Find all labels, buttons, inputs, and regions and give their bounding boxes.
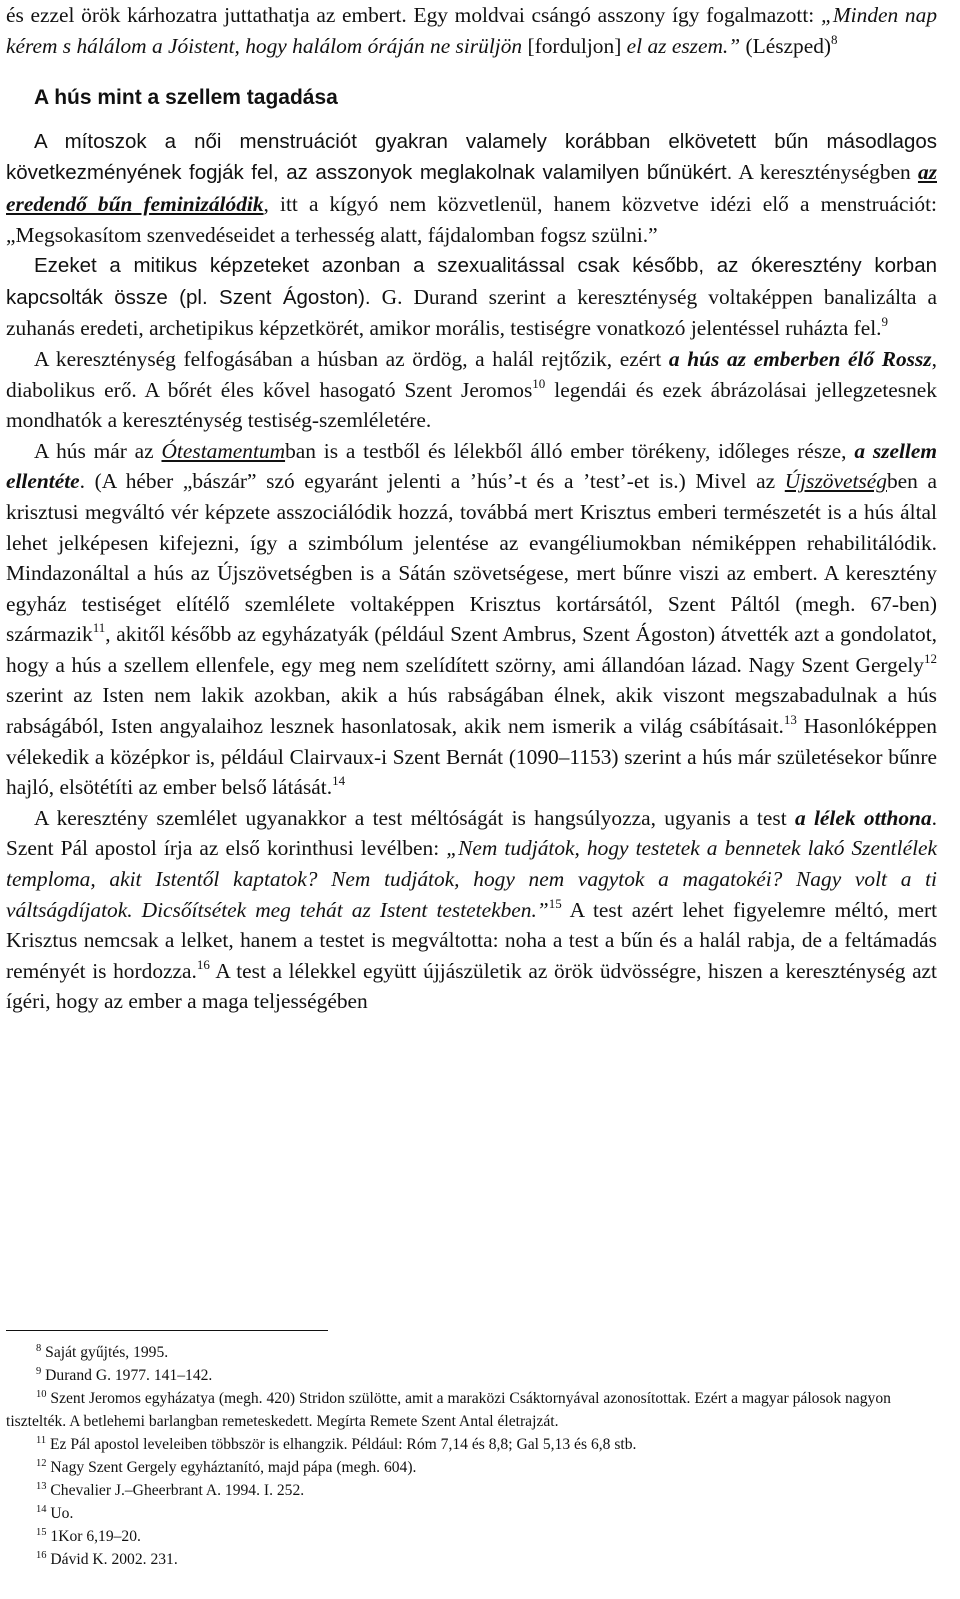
- footnote-number: 10: [36, 1389, 47, 1400]
- paragraph: [6, 126, 937, 250]
- footnote-number: 15: [36, 1527, 47, 1538]
- text-run: szerint az Isten nem lakik azokban, akik a hús rabságában élnek, akik viszont megszabadulnak a hús rabságából, Isten angyalaihoz lesznek hasonlatosak, akik nem ismerik a világ csábításait.: [6, 683, 937, 739]
- text-run: A kereszténység felfogásában a húsban az ördög, a halál rejtőzik, ezért: [34, 346, 669, 371]
- footnote-ref[interactable]: 15: [548, 895, 562, 911]
- footnote-text: Durand G. 1977. 141–142.: [41, 1367, 213, 1384]
- footnote: [6, 1548, 936, 1571]
- paragraph: [6, 250, 937, 344]
- text-run: , diabolikus erő. A bőrét éles kővel hasogató Szent Jeromos: [6, 346, 937, 402]
- text-run: és ezzel örök kárhozatra juttathatja az embert. Egy moldvai csángó asszony így fogalmazott:: [6, 3, 821, 27]
- text-run: A kereszténységben: [732, 160, 918, 185]
- footnote: [6, 1387, 936, 1433]
- footnote-ref[interactable]: 13: [783, 712, 797, 728]
- title-text: Ótestamentum: [161, 438, 286, 463]
- footnote-text: Dávid K. 2002. 231.: [46, 1551, 178, 1568]
- text-run: legendái és ezek ábrázolásai jellegzetesnek mondhatók a kereszténység testiség-szemléletére.: [6, 377, 937, 433]
- paragraph: [6, 436, 937, 803]
- footnote-number: 9: [36, 1366, 42, 1377]
- paragraph: [6, 803, 937, 1017]
- footnote-ref[interactable]: 12: [924, 650, 937, 666]
- text-run: . Szent Pál apostol írja az első korinthusi levélben:: [6, 805, 937, 861]
- footnote-ref[interactable]: 9: [881, 314, 888, 330]
- emphasis-text: az eredendő bűn feminizálódik: [6, 160, 937, 216]
- footnote: [6, 1502, 936, 1525]
- section-heading: A hús mint a szellem tagadása: [34, 86, 338, 110]
- footnote-separator: [6, 1330, 328, 1331]
- footnote-ref[interactable]: 10: [532, 375, 546, 391]
- text-run: A test azért lehet figyelemre méltó, mert Krisztus nemcsak a lelket, hanem a testet is megváltotta: noha a test a bűn és a halál rabja, de a feltámadás reményét is hordozza.: [6, 897, 938, 983]
- footnote-ref[interactable]: 16: [196, 956, 210, 972]
- footnote-text: Szent Jeromos egyházatya (megh. 420) Stridon szülötte, amit a maraközi Csáktornyával azonosítottak. Ezért a magyar pálosok nagyon tisztelték. A betlehemi barlangban remeteskedett. Megírta Remete Szent Antal életrajzát.: [6, 1390, 891, 1430]
- emphasis-text: a hús az emberben élő Rossz: [668, 346, 932, 371]
- paragraph-intro: [6, 0, 937, 61]
- text-run: Hasonlóképpen vélekedik a középkor is, például Clairvaux-i Szent Bernát (1090–1153) szerint a hús már születésekor bűnre hajló, elsötétíti az ember belső látását.: [6, 714, 938, 800]
- footnote: [6, 1364, 936, 1387]
- text-run: , itt a kígyó nem közvetlenül, hanem közvetve idézi elő a menstruációt: „Megsokasítom szenvedéseidet a terhesség alatt, fájdalomban fogsz szülni.”: [6, 191, 937, 247]
- footnote-text: Chevalier J.–Gheerbrant A. 1994. I. 252.: [46, 1482, 305, 1499]
- emphasis-text: a szellem ellentéte: [6, 438, 937, 494]
- text-run: , akitől később az egyházatyák (például Szent Ambrus, Szent Ágoston) átvették azt a gondolatot, hogy a hús a szellem ellenfele, egy meg nem szelídített szörny, ami állandóan lázad. Nagy Szent Gergely: [6, 622, 937, 677]
- text-run: A mítoszok a női menstruációt gyakran valamely korábban elkövetett bűn másodlagos következményének fogják fel, az asszonyok meglakolnak valamilyen bűnükért.: [6, 129, 937, 185]
- footnote-text: Uo.: [46, 1505, 74, 1522]
- quote-text: „Nem tudjátok, hogy testetek a bennetek lakó Szentlélek temploma, akit Istentől kaptatok? Nem tudjátok, hogy nem vagytok a magatokéi? Nagy volt a ti váltságdíjatok. Dicsőítsétek meg tehát az Istent testetekben.”: [6, 836, 937, 922]
- footnote-number: 13: [36, 1481, 47, 1492]
- paragraph: [6, 344, 937, 436]
- title-text: Újszövetség: [784, 469, 887, 494]
- footnote-text: 1Kor 6,19–20.: [46, 1528, 141, 1545]
- footnote-number: 8: [36, 1343, 42, 1354]
- footnote-number: 14: [36, 1504, 47, 1515]
- footnotes: [6, 1341, 936, 1571]
- emphasis-text: a lélek otthona: [794, 805, 932, 830]
- quote-text: „Minden nap kérem s hálálom a Jóistent, hogy halálom óráján ne sirüljön: [6, 3, 938, 58]
- footnote: [6, 1341, 936, 1364]
- text-run: A hús már az: [34, 438, 162, 463]
- footnote: [6, 1433, 936, 1456]
- footnote-number: 12: [36, 1458, 47, 1469]
- quote-text: el az eszem.”: [626, 33, 741, 58]
- footnote: [6, 1456, 936, 1479]
- text-run: [forduljon]: [522, 33, 627, 58]
- footnote: [6, 1479, 936, 1502]
- text-run: A test a lélekkel együtt újjászületik az örök üdvösségre, hiszen a kereszténység azt ígéri, hogy az ember a maga teljességében: [6, 958, 937, 1014]
- text-run: A keresztény szemlélet ugyanakkor a test méltóságát is hangsúlyozza, ugyanis a test: [34, 805, 795, 830]
- text-run: (Lészped): [740, 33, 832, 58]
- text-run: G. Durand szerint a kereszténység voltaképpen banalizálta a zuhanás eredeti, archetipikus képzetkörét, amikor morális, testiségre vonatkozó jelentéssel ruházta fel.: [6, 284, 938, 341]
- text-run: ben a krisztusi megváltó vér képzete asszociálódik hozzá, továbbá mert Krisztus emberi természetét is a hús által lehet jelképesen kifejezni, így a szimbólum jelentése az evangéliumokban némiképpen rehabilitálódik. Mindazonáltal a hús az Újszövetségben is a Sátán szövetségese, mert bűnre viszi az embert. A keresztény egyház testiséget elítélő szemlélete voltaképpen Krisztus kortársától, Szent Páltól (megh. 67-ben) származik: [6, 469, 937, 647]
- text-run: Ezeket a mitikus képzeteket azonban a szexualitással csak később, az ókeresztény korban kapcsolták össze (pl. Szent Ágoston).: [6, 254, 937, 309]
- footnote: [6, 1525, 936, 1548]
- footnote-text: Saját gyűjtés, 1995.: [41, 1344, 169, 1361]
- footnote-number: 16: [36, 1550, 47, 1561]
- footnote-ref[interactable]: 11: [92, 620, 106, 636]
- footnote-ref[interactable]: 14: [332, 773, 346, 789]
- footnote-text: Nagy Szent Gergely egyháztanító, majd pápa (megh. 604).: [46, 1459, 417, 1476]
- body-text: [6, 0, 937, 1017]
- text-run: ban is a testből és lélekből álló ember törékeny, időleges része,: [285, 438, 855, 463]
- text-run: . (A héber „bászár” szó egyaránt jelenti a ’hús’-t és a ’test’-et is.) Mivel az: [79, 469, 785, 494]
- footnote-number: 11: [36, 1435, 47, 1446]
- footnote-ref[interactable]: 8: [831, 31, 838, 47]
- footnote-text: Ez Pál apostol leveleiben többször is elhangzik. Például: Róm 7,14 és 8,8; Gal 5,13 és 6,8 stb.: [46, 1436, 637, 1453]
